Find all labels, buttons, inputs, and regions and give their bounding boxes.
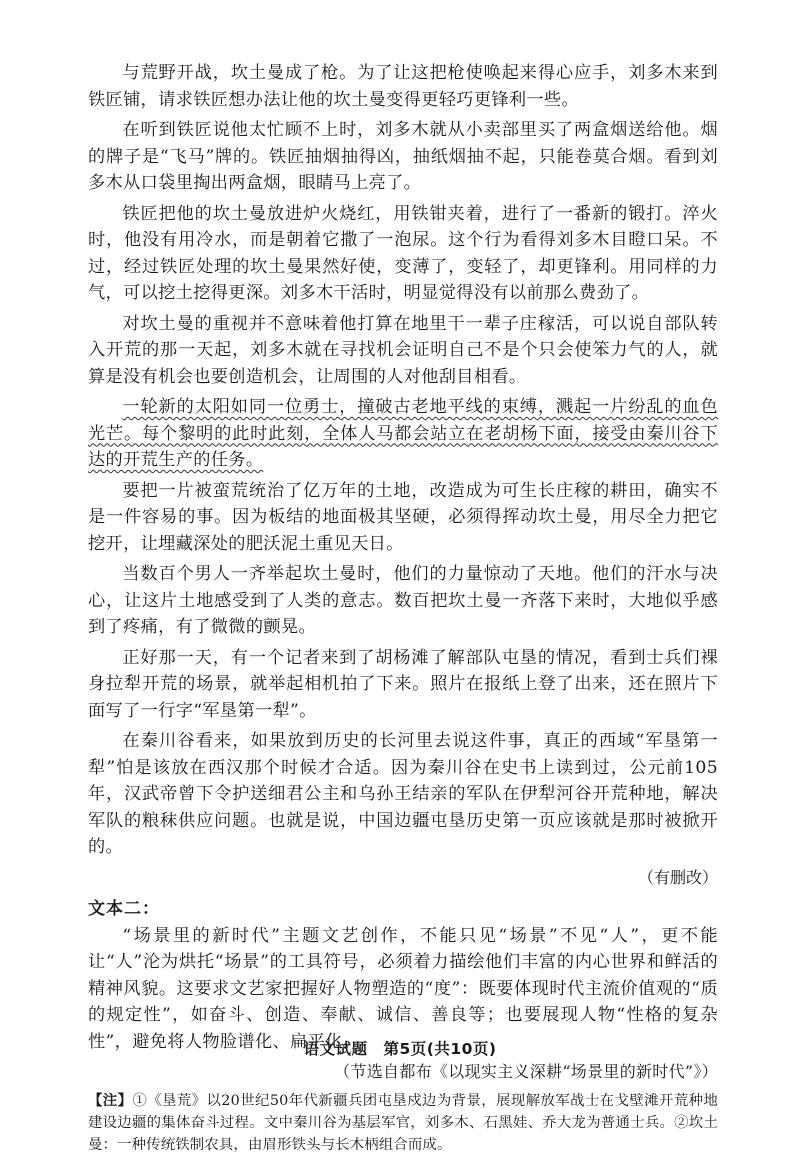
paragraph-9: 在秦川谷看来，如果放到历史的长河里去说这件事，真正的西域“军垦第一犁”怕是该放在西汉那个时候才合适。因为秦川谷在史书上读到过，公元前105年，汉武帝曾下令护送细君公主和乌孙王结亲的军队在伊犁河谷开荒种地，解决军队的粮秣供应问题。也就是说，中国边疆屯垦历史第一页应该就是那时被掀开的。 [88, 731, 718, 857]
paragraph-8: 正好那一天，有一个记者来到了胡杨滩了解部队屯垦的情况，看到士兵们裸身拉犁开荒的场景，就举起相机拍了下来。照片在报纸上登了出来，还在照片下面写了一行字“军垦第一犁”。 [88, 647, 718, 721]
text-body [88, 60, 718, 1160]
page-footer: 语文试题 第5页(共10页) [303, 1040, 497, 1058]
note-mark: 【注】 [88, 1093, 133, 1109]
note-text: ①《垦荒》以20世纪50年代新疆兵团屯垦戍边为背景，展现解放军战士在戈壁滩开荒种地建设边疆的集体奋斗过程。文中秦川谷为基层军官，刘多木、石黑娃、乔大龙为普通士兵。②坎土曼：一种传统铁制农具，由眉形铁头与长木柄组合而成。 [88, 1093, 718, 1153]
paragraph-7: 当数百个男人一齐举起坎土曼时，他们的力量惊动了天地。他们的汗水与决心，让这片土地感受到了人类的意志。数百把坎土曼一齐落下来时，大地似乎感到了疼痛，有了微微的颤晃。 [88, 564, 718, 637]
wavy-underlined-sentence: 一轮新的太阳如同一位勇士，撞破古老地平线的束缚，溅起一片纷乱的血色光芒。每个黎明的此时此刻，全体人马都会站立在老胡杨下面，接受由秦川谷下达的开荒生产的任务。 [88, 397, 718, 470]
paragraph-4: 对坎土曼的重视并不意味着他打算在地里干一辈子庄稼活，可以说自部队转入开荒的那一天起，刘多木就在寻找机会证明自己不是个只会使笨力气的人，就算是没有机会也要创造机会，让周围的人对他刮目相看。 [88, 313, 718, 387]
text2-body: “场景里的新时代”主题文艺创作，不能只见“场景”不见“人”，更不能让“人”沦为烘托“场景”的工具符号，必须着力描绘他们丰富的内心世界和鲜活的精神风貌。这要求文艺家把握好人物塑造的“度”：既要体现时代主流价值观的“质的规定性”，如奋斗、创造、奉献、诚信、善良等；也要展现人物“性格的复杂性”，避免将人物脸谱化、扁平化。 [88, 925, 718, 1052]
paragraph-1: 与荒野开战，坎土曼成了枪。为了让这把枪使唤起来得心应手，刘多木来到铁匠铺，请求铁匠想办法让他的坎土曼变得更轻巧更锋利一些。 [88, 63, 718, 110]
text2-source: （节选自都布《以现实主义深耕“场景里的新时代”》） [334, 1062, 718, 1081]
edit-credit: （有删改） [637, 867, 718, 887]
paragraph-2: 在听到铁匠说他太忙顾不上时，刘多木就从小卖部里买了两盒烟送给他。烟的牌子是“飞马”牌的。铁匠抽烟抽得凶，抽纸烟抽不起，只能卷莫合烟。看到刘多木从口袋里掏出两盒烟，眼睛马上亮了。 [88, 120, 718, 193]
paragraph-5-underlined [88, 394, 718, 474]
paragraph-3: 铁匠把他的坎土曼放进炉火烧红，用铁钳夹着，进行了一番新的锻打。淬火时，他没有用冷水，而是朝着它撒了一泡尿。这个行为看得刘多木目瞪口呆。不过，经过铁匠处理的坎土曼果然好使，变薄了，变轻了，却更锋利。用同样的力气，可以挖土挖得更深。刘多木干活时，明显觉得没有以前那么费劲了。 [88, 203, 718, 303]
text2-heading: 文本二： [88, 898, 160, 919]
annotation-note [88, 1090, 718, 1156]
paragraph-6: 要把一片被蛮荒统治了亿万年的土地，改造成为可生长庄稼的耕田，确实不是一件容易的事。因为板结的地面极其坚硬，必须得挥动坎土曼，用尽全力把它挖开，让埋藏深处的肥沃泥土重见天日。 [88, 480, 718, 554]
